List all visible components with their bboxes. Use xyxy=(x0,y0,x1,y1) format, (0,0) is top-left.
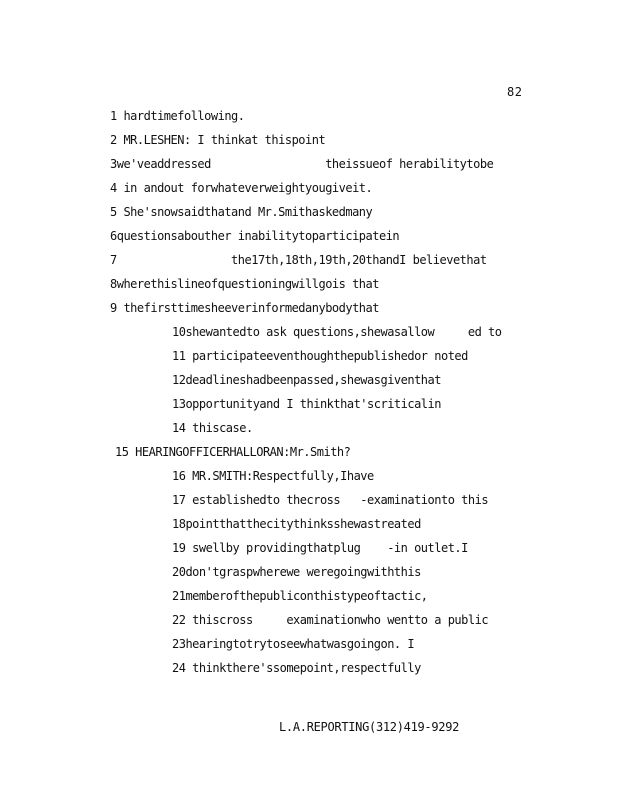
transcript-line-15: 15 HEARINGOFFICERHALLORAN:Mr.Smith? xyxy=(115,445,351,459)
transcript-line-12: 12deadlineshadbeenpassed,shewasgiventhat xyxy=(172,373,441,387)
transcript-line-3: 3we'veaddressed theissueof herabilitytobe xyxy=(110,157,494,171)
transcript-line-10: 10shewantedto ask questions,shewasallow ed to xyxy=(172,325,502,339)
transcript-line-20: 20don'tgraspwherewe weregoingwiththis xyxy=(172,565,421,579)
transcript-line-7: 7 the17th,18th,19th,20thandI believethat xyxy=(110,253,487,267)
transcript-line-8: 8wherethislineofquestioningwillgois that xyxy=(110,277,379,291)
transcript-line-13: 13opportunityand I thinkthat'scriticalin xyxy=(172,397,441,411)
transcript-line-21: 21memberofthepubliconthistypeoftactic, xyxy=(172,589,428,603)
footer-reporting: L.A.REPORTING(312)419-9292 xyxy=(279,720,460,734)
transcript-line-9: 9 thefirsttimesheeverinformedanybodythat xyxy=(110,301,379,315)
transcript-line-24: 24 thinkthere'ssomepoint,respectfully xyxy=(172,661,421,675)
transcript-line-1: 1 hardtimefollowing. xyxy=(110,109,245,123)
transcript-line-4: 4 in andout forwhateverweightyougiveit. xyxy=(110,181,373,195)
transcript-line-23: 23hearingtotrytoseewhatwasgoingon. I xyxy=(172,637,415,651)
transcript-line-14: 14 thiscase. xyxy=(172,421,253,435)
transcript-line-17: 17 establishedto thecross -examinationto this xyxy=(172,493,489,507)
transcript-line-5: 5 She'snowsaidthatand Mr.Smithaskedmany xyxy=(110,205,373,219)
transcript-line-22: 22 thiscross examinationwho wentto a public xyxy=(172,613,489,627)
page-number: 82 xyxy=(507,85,523,99)
transcript-line-6: 6questionsabouther inabilitytoparticipatein xyxy=(110,229,400,243)
transcript-line-18: 18pointthatthecitythinksshewastreated xyxy=(172,517,421,531)
transcript-line-11: 11 participateeventhoughthepublishedor noted xyxy=(172,349,468,363)
transcript-line-16: 16 MR.SMITH:Respectfully,Ihave xyxy=(172,469,374,483)
transcript-line-19: 19 swellby providingthatplug -in outlet.I xyxy=(172,541,468,555)
transcript-line-2: 2 MR.LESHEN: I thinkat thispoint xyxy=(110,133,326,147)
